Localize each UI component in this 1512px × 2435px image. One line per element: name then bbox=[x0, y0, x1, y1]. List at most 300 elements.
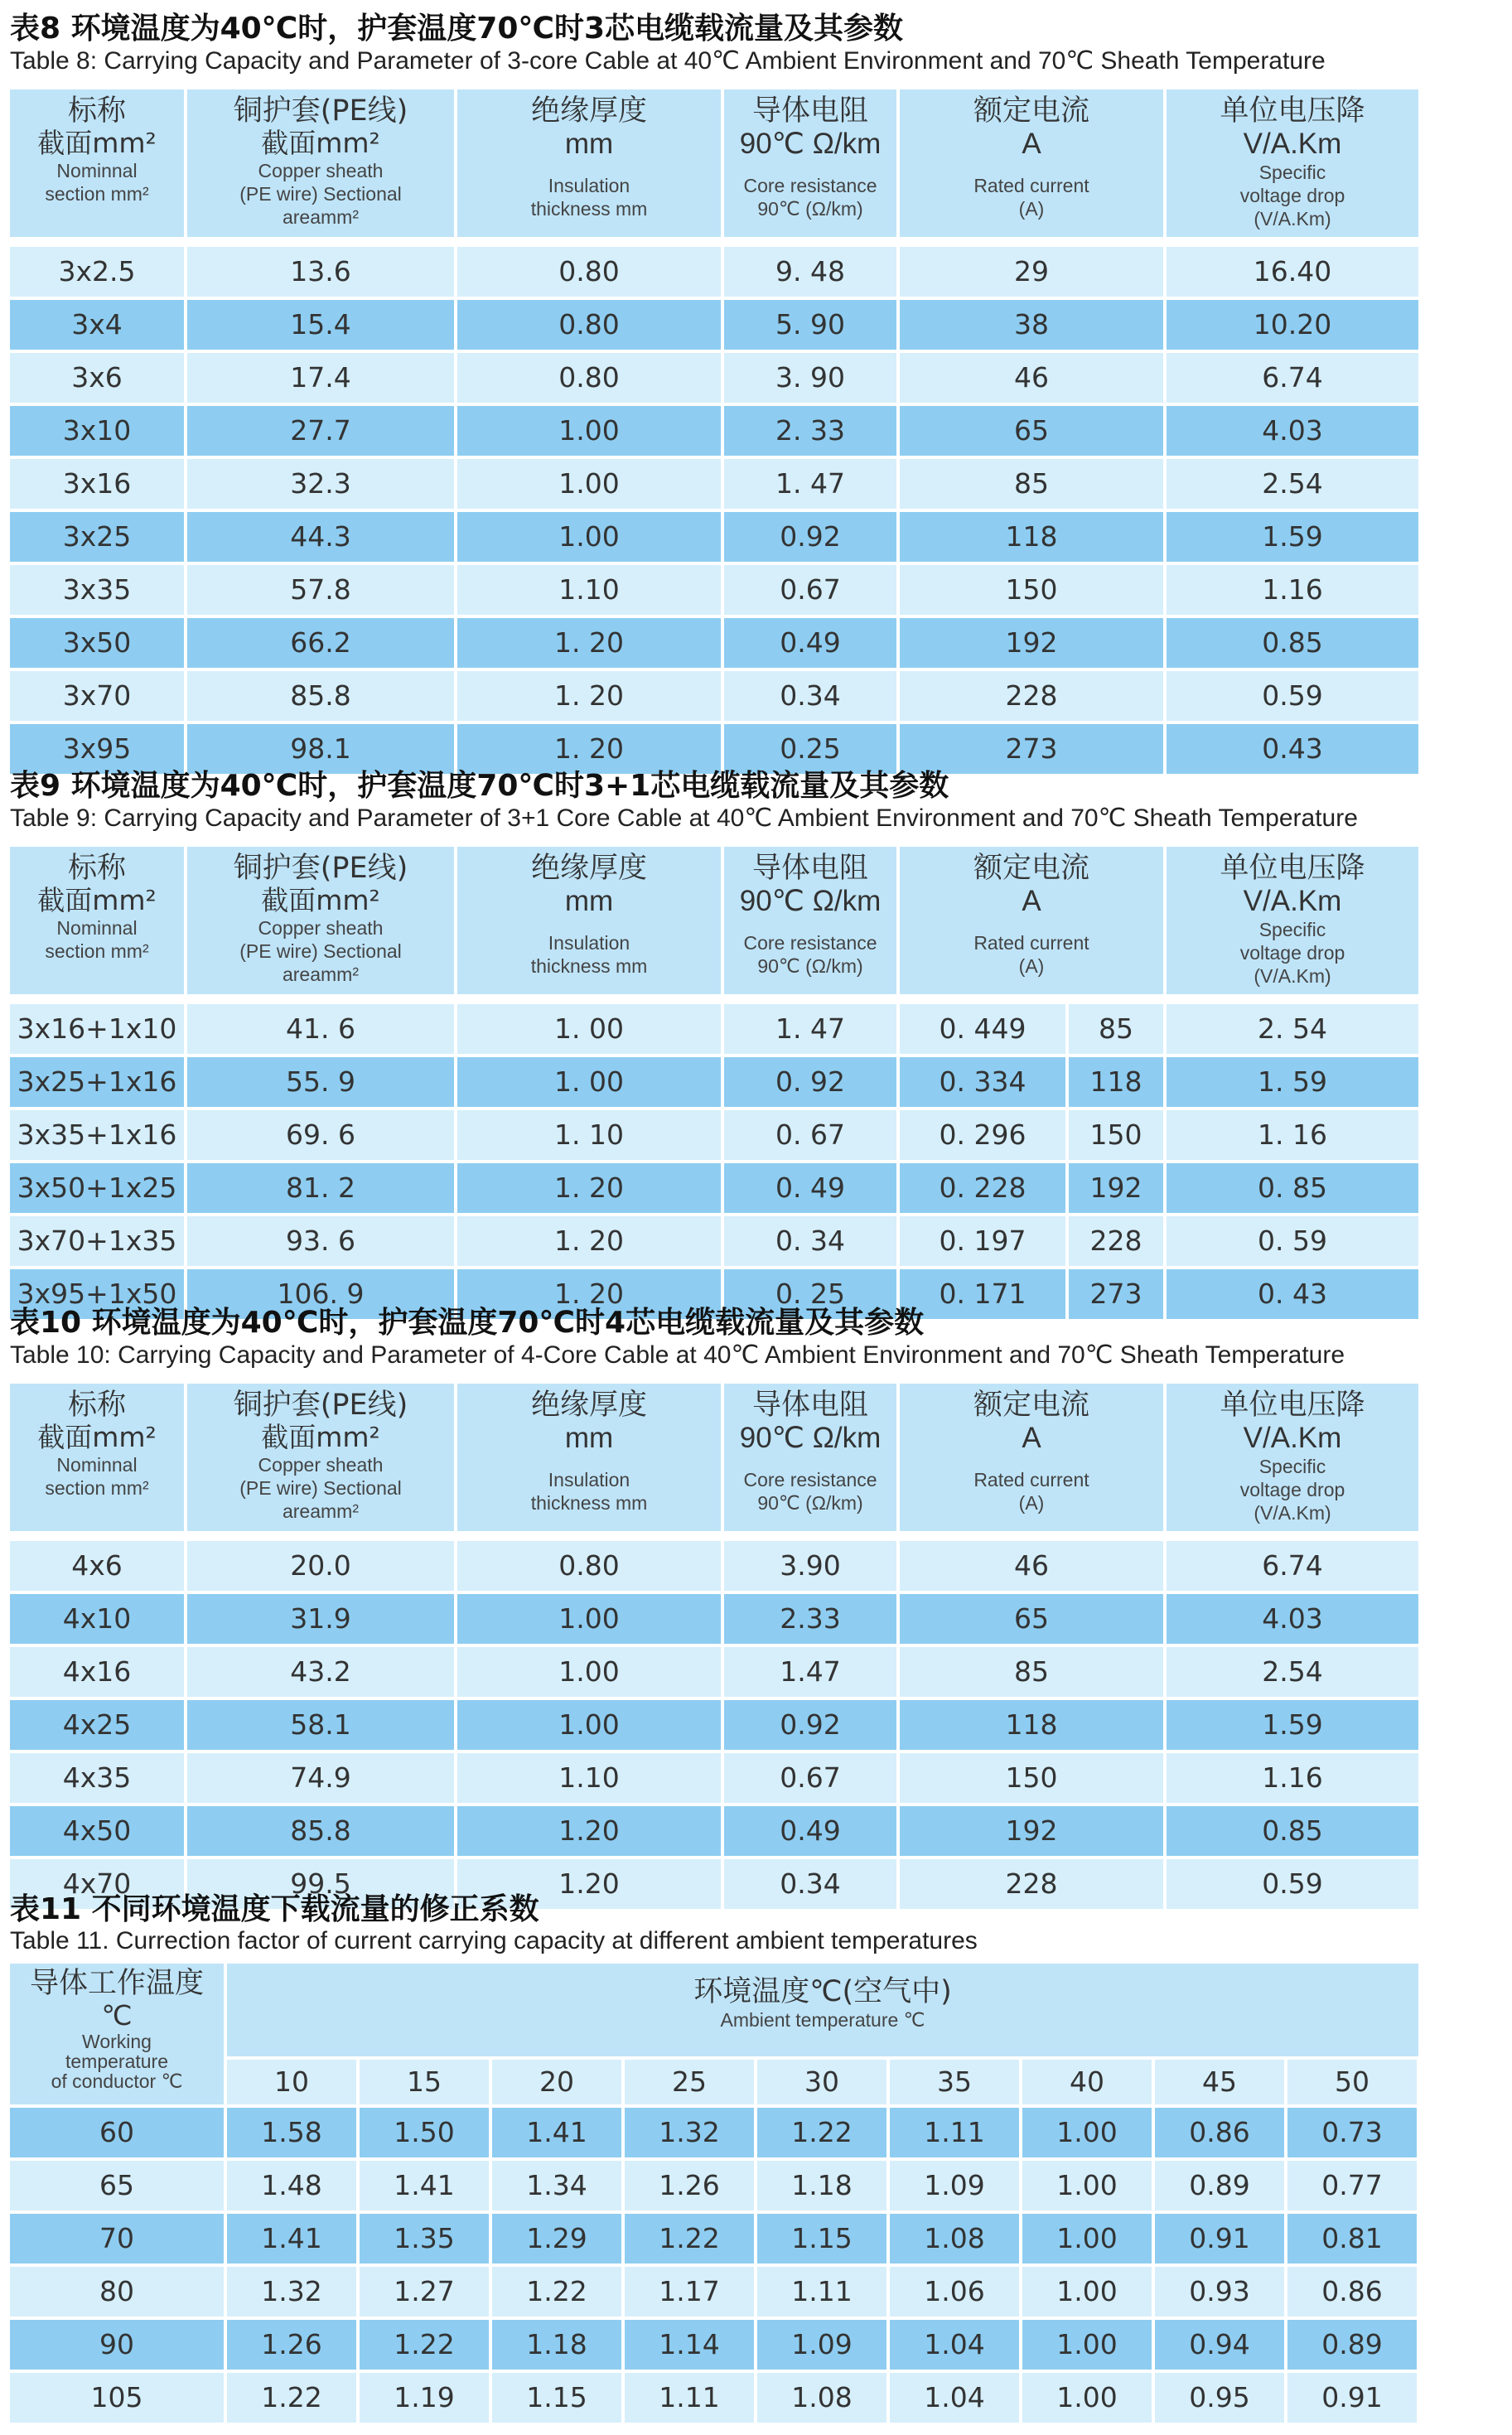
table-cell: 3x70+1x35 bbox=[10, 1216, 184, 1266]
header-text: Specific bbox=[1258, 1456, 1326, 1477]
table-cell: 2.33 bbox=[724, 1594, 896, 1644]
table-row bbox=[10, 353, 1418, 403]
header-text: (PE wire) Sectional bbox=[239, 1477, 402, 1499]
factor-cell: 1.04 bbox=[890, 2320, 1019, 2370]
table-cell: 4x25 bbox=[10, 1700, 184, 1750]
table-row bbox=[10, 1541, 1418, 1591]
header-text: 铜护套(PE线) bbox=[233, 1389, 408, 1422]
factor-cell: 1.35 bbox=[360, 2214, 489, 2263]
table-cell: 4.03 bbox=[1167, 1594, 1418, 1644]
table-cell: 29 bbox=[900, 247, 1163, 297]
table-cell: 46 bbox=[900, 1541, 1163, 1591]
header-cell bbox=[187, 1384, 454, 1531]
header-cell bbox=[900, 1384, 1163, 1531]
factor-cell: 1.11 bbox=[625, 2373, 754, 2423]
header-text: 截面mm² bbox=[261, 127, 380, 159]
conductor-temp-cell: 105 bbox=[10, 2373, 224, 2423]
factor-cell: 1.00 bbox=[1022, 2161, 1152, 2210]
table11 bbox=[10, 1964, 1418, 2428]
table-cell: 1. 00 bbox=[457, 1057, 721, 1107]
factor-cell: 1.00 bbox=[1022, 2214, 1152, 2263]
header-spacer bbox=[724, 1455, 896, 1468]
table-cell: 0.59 bbox=[1167, 1859, 1418, 1909]
table-cell: 32.3 bbox=[187, 459, 454, 509]
table-cell: 2.54 bbox=[1167, 459, 1418, 509]
header-text: mm bbox=[564, 128, 614, 160]
table-cell: 1. 47 bbox=[724, 1004, 896, 1054]
table-cell: 9. 48 bbox=[724, 247, 896, 297]
table-row bbox=[10, 2161, 1418, 2210]
table-cell: 85 bbox=[1069, 1004, 1163, 1054]
header-text: V/A.Km bbox=[1243, 885, 1342, 917]
table-row bbox=[10, 459, 1418, 509]
factor-cell: 1.22 bbox=[757, 2108, 886, 2157]
temp-header-cell: 50 bbox=[1287, 2060, 1417, 2104]
table-row bbox=[10, 2320, 1418, 2370]
header-text: 90℃ Ω/km bbox=[739, 885, 882, 917]
table-cell: 1.59 bbox=[1167, 512, 1418, 562]
header-cell bbox=[10, 847, 184, 994]
table-cell: 3x35+1x16 bbox=[10, 1110, 184, 1160]
table-cell: 38 bbox=[900, 300, 1163, 350]
table-cell: 0.59 bbox=[1167, 671, 1418, 721]
table-cell: 4x70 bbox=[10, 1859, 184, 1909]
table-cell: 2. 33 bbox=[724, 406, 896, 456]
table-cell: 3x95+1x50 bbox=[10, 1269, 184, 1319]
header-text: thickness mm bbox=[530, 955, 648, 977]
table-cell: 6.74 bbox=[1167, 353, 1418, 403]
factor-cell: 1.15 bbox=[757, 2214, 886, 2263]
header-cell bbox=[457, 1384, 721, 1531]
table-cell: 3x4 bbox=[10, 300, 184, 350]
table-row bbox=[10, 1647, 1418, 1697]
factor-cell: 1.26 bbox=[227, 2320, 356, 2370]
factor-cell: 1.00 bbox=[1022, 2320, 1152, 2370]
header-text: thickness mm bbox=[530, 1492, 648, 1514]
table-cell: 0. 92 bbox=[724, 1057, 896, 1107]
factor-cell: 1.14 bbox=[625, 2320, 754, 2370]
table-cell: 3x50 bbox=[10, 618, 184, 668]
table-cell: 0.25 bbox=[724, 724, 896, 774]
table-cell: 2. 54 bbox=[1167, 1004, 1418, 1054]
header-text: 绝缘厚度 bbox=[530, 1389, 647, 1422]
table8-title-cn: 表8 环境温度为40℃时，护套温度70℃时3芯电缆载流量及其参数 bbox=[10, 12, 904, 46]
table-cell: 3x95 bbox=[10, 724, 184, 774]
left-header-cn2: ℃ bbox=[101, 1999, 133, 2032]
table-cell: 1.16 bbox=[1167, 1753, 1418, 1803]
table-cell: 69. 6 bbox=[187, 1110, 454, 1160]
table-row bbox=[10, 1806, 1418, 1856]
factor-cell: 1.08 bbox=[890, 2214, 1019, 2263]
table-row bbox=[10, 406, 1418, 456]
header-text: section mm² bbox=[45, 940, 149, 962]
table-cell: 13.6 bbox=[187, 247, 454, 297]
header-text: 导体电阻 bbox=[751, 852, 868, 885]
table-cell: 192 bbox=[1069, 1163, 1163, 1213]
table-cell: 0. 25 bbox=[724, 1269, 896, 1319]
factor-cell: 1.41 bbox=[492, 2108, 621, 2157]
factor-cell: 0.81 bbox=[1287, 2214, 1417, 2263]
table-cell: 0. 197 bbox=[900, 1216, 1065, 1266]
table-cell: 0. 43 bbox=[1167, 1269, 1418, 1319]
table-cell: 0. 171 bbox=[900, 1269, 1065, 1319]
table-cell: 273 bbox=[900, 724, 1163, 774]
header-text: 90℃ (Ω/km) bbox=[757, 198, 863, 220]
table-cell: 0. 296 bbox=[900, 1110, 1065, 1160]
table-cell: 118 bbox=[900, 512, 1163, 562]
table-cell: 58.1 bbox=[187, 1700, 454, 1750]
header-text: 截面mm² bbox=[37, 127, 157, 159]
table-cell: 17.4 bbox=[187, 353, 454, 403]
table-cell: 1.16 bbox=[1167, 565, 1418, 615]
table11-title-en: Table 11. Currection factor of current carrying capacity at different ambient temperatures bbox=[10, 1927, 978, 1954]
header-cell bbox=[1167, 89, 1418, 237]
table-row bbox=[10, 1057, 1418, 1107]
factor-cell: 1.09 bbox=[757, 2320, 886, 2370]
table-cell: 20.0 bbox=[187, 1541, 454, 1591]
table-cell: 57.8 bbox=[187, 565, 454, 615]
table-cell: 3x6 bbox=[10, 353, 184, 403]
top-header-cn: 环境温度℃(空气中) bbox=[693, 1975, 952, 2008]
table-cell: 1.59 bbox=[1167, 1700, 1418, 1750]
factor-cell: 1.19 bbox=[360, 2373, 489, 2423]
table-cell: 0. 334 bbox=[900, 1057, 1065, 1107]
header-text: (A) bbox=[1018, 955, 1045, 977]
header-cell bbox=[724, 89, 896, 237]
factor-cell: 1.41 bbox=[360, 2161, 489, 2210]
conductor-temp-cell: 80 bbox=[10, 2267, 224, 2317]
factor-cell: 1.32 bbox=[227, 2267, 356, 2317]
factor-cell: 1.22 bbox=[625, 2214, 754, 2263]
table-cell: 106. 9 bbox=[187, 1269, 454, 1319]
header-text: (V/A.Km) bbox=[1254, 1502, 1331, 1524]
factor-cell: 1.29 bbox=[492, 2214, 621, 2263]
table-cell: 1.00 bbox=[457, 1647, 721, 1697]
header-cell bbox=[10, 1384, 184, 1531]
table-cell: 27.7 bbox=[187, 406, 454, 456]
table-cell: 4x50 bbox=[10, 1806, 184, 1856]
table-cell: 4x16 bbox=[10, 1647, 184, 1697]
table-cell: 1. 20 bbox=[457, 1163, 721, 1213]
header-text: Insulation bbox=[548, 1469, 630, 1490]
factor-cell: 0.77 bbox=[1287, 2161, 1417, 2210]
factor-cell: 1.22 bbox=[227, 2373, 356, 2423]
table-row bbox=[10, 512, 1418, 562]
factor-cell: 1.26 bbox=[625, 2161, 754, 2210]
factor-cell: 1.22 bbox=[360, 2320, 489, 2370]
table-cell: 1. 20 bbox=[457, 671, 721, 721]
table-cell: 0.34 bbox=[724, 671, 896, 721]
table11-top-header bbox=[227, 1964, 1418, 2056]
table-cell: 1.10 bbox=[457, 565, 721, 615]
table-cell: 3. 90 bbox=[724, 353, 896, 403]
table-cell: 3x25+1x16 bbox=[10, 1057, 184, 1107]
header-text: Insulation bbox=[548, 932, 630, 954]
table-cell: 192 bbox=[900, 1806, 1163, 1856]
header-text: thickness mm bbox=[530, 198, 648, 220]
table-cell: 228 bbox=[900, 671, 1163, 721]
header-text: 标称 bbox=[67, 94, 126, 128]
temp-header-cell: 40 bbox=[1022, 2060, 1152, 2104]
header-text: 标称 bbox=[67, 1389, 126, 1422]
table-cell: 0.67 bbox=[724, 1753, 896, 1803]
header-text: Insulation bbox=[548, 175, 630, 196]
header-text: 额定电流 bbox=[973, 1389, 1089, 1422]
table-row bbox=[10, 1753, 1418, 1803]
table8-header bbox=[10, 89, 1418, 237]
table-row bbox=[10, 565, 1418, 615]
temp-header-cell: 30 bbox=[757, 2060, 886, 2104]
factor-cell: 1.11 bbox=[890, 2108, 1019, 2157]
header-text: 标称 bbox=[67, 852, 126, 885]
header-cell bbox=[724, 847, 896, 994]
table-row bbox=[10, 671, 1418, 721]
header-text: areamm² bbox=[282, 964, 359, 985]
factor-cell: 1.34 bbox=[492, 2161, 621, 2210]
header-spacer bbox=[724, 918, 896, 931]
header-text: Nominnal bbox=[56, 917, 138, 939]
table-cell: 0. 59 bbox=[1167, 1216, 1418, 1266]
table-cell: 1. 20 bbox=[457, 724, 721, 774]
table-cell: 150 bbox=[1069, 1110, 1163, 1160]
table-cell: 192 bbox=[900, 618, 1163, 668]
table-cell: 4x6 bbox=[10, 1541, 184, 1591]
table-cell: 93. 6 bbox=[187, 1216, 454, 1266]
temp-header-cell: 15 bbox=[360, 2060, 489, 2104]
factor-cell: 1.11 bbox=[757, 2267, 886, 2317]
table-cell: 1.00 bbox=[457, 512, 721, 562]
table-cell: 3x70 bbox=[10, 671, 184, 721]
table-row bbox=[10, 247, 1418, 297]
factor-cell: 0.95 bbox=[1155, 2373, 1284, 2423]
conductor-temp-cell: 90 bbox=[10, 2320, 224, 2370]
header-text: 截面mm² bbox=[37, 1421, 157, 1453]
table-cell: 0.80 bbox=[457, 353, 721, 403]
table-cell: 3.90 bbox=[724, 1541, 896, 1591]
table-cell: 1. 20 bbox=[457, 1269, 721, 1319]
table-cell: 46 bbox=[900, 353, 1163, 403]
table9-title-cn: 表9 环境温度为40℃时，护套温度70℃时3+1芯电缆载流量及其参数 bbox=[10, 769, 949, 803]
header-text: Nominnal bbox=[56, 1454, 138, 1476]
table-cell: 1. 10 bbox=[457, 1110, 721, 1160]
table-cell: 65 bbox=[900, 406, 1163, 456]
table-cell: 4x35 bbox=[10, 1753, 184, 1803]
table-row bbox=[10, 1110, 1418, 1160]
table-cell: 3x50+1x25 bbox=[10, 1163, 184, 1213]
table-cell: 0.49 bbox=[724, 1806, 896, 1856]
table-cell: 16.40 bbox=[1167, 247, 1418, 297]
header-text: (PE wire) Sectional bbox=[239, 183, 402, 205]
table-cell: 0.67 bbox=[724, 565, 896, 615]
header-text: section mm² bbox=[45, 1477, 149, 1499]
table-cell: 0. 85 bbox=[1167, 1163, 1418, 1213]
header-spacer bbox=[900, 918, 1163, 931]
table-cell: 228 bbox=[1069, 1216, 1163, 1266]
table-cell: 41. 6 bbox=[187, 1004, 454, 1054]
table-row bbox=[10, 1004, 1418, 1054]
header-text: Core resistance bbox=[743, 932, 877, 954]
factor-cell: 1.58 bbox=[227, 2108, 356, 2157]
factor-cell: 1.15 bbox=[492, 2373, 621, 2423]
header-text: V/A.Km bbox=[1243, 128, 1342, 160]
table-row bbox=[10, 1163, 1418, 1213]
header-text: V/A.Km bbox=[1243, 1422, 1342, 1454]
table-cell: 1.00 bbox=[457, 406, 721, 456]
header-text: Rated current bbox=[973, 175, 1089, 196]
header-text: voltage drop bbox=[1239, 1479, 1345, 1500]
header-text: 导体电阻 bbox=[751, 94, 868, 128]
table-cell: 31.9 bbox=[187, 1594, 454, 1644]
header-cell bbox=[900, 89, 1163, 237]
top-header-en: Ambient temperature ℃ bbox=[720, 2009, 925, 2031]
table-cell: 3x16+1x10 bbox=[10, 1004, 184, 1054]
table-cell: 0. 67 bbox=[724, 1110, 896, 1160]
table-row bbox=[10, 2214, 1418, 2263]
factor-cell: 0.89 bbox=[1287, 2320, 1417, 2370]
header-text: 截面mm² bbox=[261, 1421, 380, 1453]
table-cell: 85.8 bbox=[187, 1806, 454, 1856]
header-text: 90℃ Ω/km bbox=[739, 1422, 882, 1454]
table-cell: 0.80 bbox=[457, 247, 721, 297]
header-text: 90℃ (Ω/km) bbox=[757, 955, 863, 977]
temp-header-cell: 45 bbox=[1155, 2060, 1284, 2104]
header-cell bbox=[457, 847, 721, 994]
header-spacer bbox=[457, 1455, 721, 1468]
table-cell: 1.10 bbox=[457, 1753, 721, 1803]
table-cell: 0.34 bbox=[724, 1859, 896, 1909]
header-text: A bbox=[1022, 885, 1041, 917]
factor-cell: 1.00 bbox=[1022, 2267, 1152, 2317]
table-cell: 1. 59 bbox=[1167, 1057, 1418, 1107]
table-cell: 0.92 bbox=[724, 512, 896, 562]
table-cell: 98.1 bbox=[187, 724, 454, 774]
table-cell: 85 bbox=[900, 1647, 1163, 1697]
factor-cell: 1.41 bbox=[227, 2214, 356, 2263]
table-cell: 74.9 bbox=[187, 1753, 454, 1803]
factor-cell: 0.93 bbox=[1155, 2267, 1284, 2317]
header-text: 截面mm² bbox=[261, 884, 380, 916]
header-spacer bbox=[457, 918, 721, 931]
header-text: 导体电阻 bbox=[751, 1389, 868, 1422]
header-text: Nominnal bbox=[56, 160, 138, 181]
table-cell: 15.4 bbox=[187, 300, 454, 350]
table8-title-en: Table 8: Carrying Capacity and Parameter of 3-core Cable at 40℃ Ambient Environment and 70℃ Sheath Temperature bbox=[10, 47, 1326, 75]
header-text: Copper sheath bbox=[258, 1454, 384, 1476]
left-header-cn1: 导体工作温度 bbox=[29, 1967, 204, 2000]
table9-header bbox=[10, 847, 1418, 994]
header-text: (A) bbox=[1018, 198, 1045, 220]
header-cell bbox=[1167, 847, 1418, 994]
table-row bbox=[10, 300, 1418, 350]
factor-cell: 1.22 bbox=[492, 2267, 621, 2317]
factor-cell: 1.27 bbox=[360, 2267, 489, 2317]
factor-cell: 1.00 bbox=[1022, 2373, 1152, 2423]
table-row bbox=[10, 2373, 1418, 2423]
conductor-temp-cell: 65 bbox=[10, 2161, 224, 2210]
header-text: 绝缘厚度 bbox=[530, 852, 647, 885]
table-cell: 0.80 bbox=[457, 1541, 721, 1591]
table-cell: 0. 228 bbox=[900, 1163, 1065, 1213]
left-header-en1: Working bbox=[82, 2031, 152, 2052]
header-text: A bbox=[1022, 1422, 1041, 1454]
left-header-en3: of conductor ℃ bbox=[51, 2070, 183, 2092]
table-cell: 1.20 bbox=[457, 1806, 721, 1856]
header-text: 铜护套(PE线) bbox=[233, 852, 408, 885]
factor-cell: 1.18 bbox=[492, 2320, 621, 2370]
table-cell: 3x10 bbox=[10, 406, 184, 456]
table-cell: 273 bbox=[1069, 1269, 1163, 1319]
table-cell: 1.00 bbox=[457, 459, 721, 509]
table-row bbox=[10, 1594, 1418, 1644]
header-text: mm bbox=[564, 1422, 614, 1454]
header-text: 单位电压降 bbox=[1220, 94, 1365, 128]
header-text: Specific bbox=[1258, 162, 1326, 183]
table-cell: 99.5 bbox=[187, 1859, 454, 1909]
temp-header-cell: 20 bbox=[492, 2060, 621, 2104]
table-cell: 118 bbox=[1069, 1057, 1163, 1107]
header-text: 截面mm² bbox=[37, 884, 157, 916]
factor-cell: 1.04 bbox=[890, 2373, 1019, 2423]
header-text: 90℃ Ω/km bbox=[739, 128, 882, 160]
header-text: (A) bbox=[1018, 1492, 1045, 1514]
left-header-en2: temperature bbox=[65, 2051, 168, 2072]
table-cell: 55. 9 bbox=[187, 1057, 454, 1107]
header-spacer bbox=[724, 161, 896, 174]
factor-cell: 1.50 bbox=[360, 2108, 489, 2157]
table-cell: 1.47 bbox=[724, 1647, 896, 1697]
table-cell: 0. 49 bbox=[724, 1163, 896, 1213]
table-row bbox=[10, 618, 1418, 668]
table-cell: 0.80 bbox=[457, 300, 721, 350]
table-cell: 0.85 bbox=[1167, 1806, 1418, 1856]
table-cell: 0.92 bbox=[724, 1700, 896, 1750]
header-cell bbox=[10, 89, 184, 237]
factor-cell: 0.73 bbox=[1287, 2108, 1417, 2157]
table11-title-cn: 表11 不同环境温度下载流量的修正系数 bbox=[10, 1892, 539, 1926]
header-text: (PE wire) Sectional bbox=[239, 940, 402, 962]
header-spacer bbox=[457, 161, 721, 174]
factor-cell: 0.91 bbox=[1287, 2373, 1417, 2423]
factor-cell: 0.86 bbox=[1155, 2108, 1284, 2157]
header-text: 铜护套(PE线) bbox=[233, 94, 408, 128]
header-text: Copper sheath bbox=[258, 917, 384, 939]
header-text: Rated current bbox=[973, 1469, 1089, 1490]
table-cell: 44.3 bbox=[187, 512, 454, 562]
table10-header bbox=[10, 1384, 1418, 1531]
table-cell: 43.2 bbox=[187, 1647, 454, 1697]
header-text: 单位电压降 bbox=[1220, 852, 1365, 885]
table-cell: 1.00 bbox=[457, 1700, 721, 1750]
header-text: 单位电压降 bbox=[1220, 1389, 1365, 1422]
header-text: 绝缘厚度 bbox=[530, 94, 647, 128]
header-text: 额定电流 bbox=[973, 94, 1089, 128]
header-text: (V/A.Km) bbox=[1254, 208, 1331, 229]
table-cell: 81. 2 bbox=[187, 1163, 454, 1213]
table11-temp-row bbox=[227, 2060, 1418, 2104]
header-cell bbox=[900, 847, 1163, 994]
temp-header-cell: 10 bbox=[227, 2060, 356, 2104]
table-cell: 3x16 bbox=[10, 459, 184, 509]
table-cell: 1. 16 bbox=[1167, 1110, 1418, 1160]
table-cell: 150 bbox=[900, 565, 1163, 615]
table-cell: 4.03 bbox=[1167, 406, 1418, 456]
table-cell: 1. 20 bbox=[457, 618, 721, 668]
temp-header-cell: 35 bbox=[890, 2060, 1019, 2104]
table-cell: 0. 449 bbox=[900, 1004, 1065, 1054]
table-row bbox=[10, 1216, 1418, 1266]
table-cell: 0.49 bbox=[724, 618, 896, 668]
table-cell: 228 bbox=[900, 1859, 1163, 1909]
